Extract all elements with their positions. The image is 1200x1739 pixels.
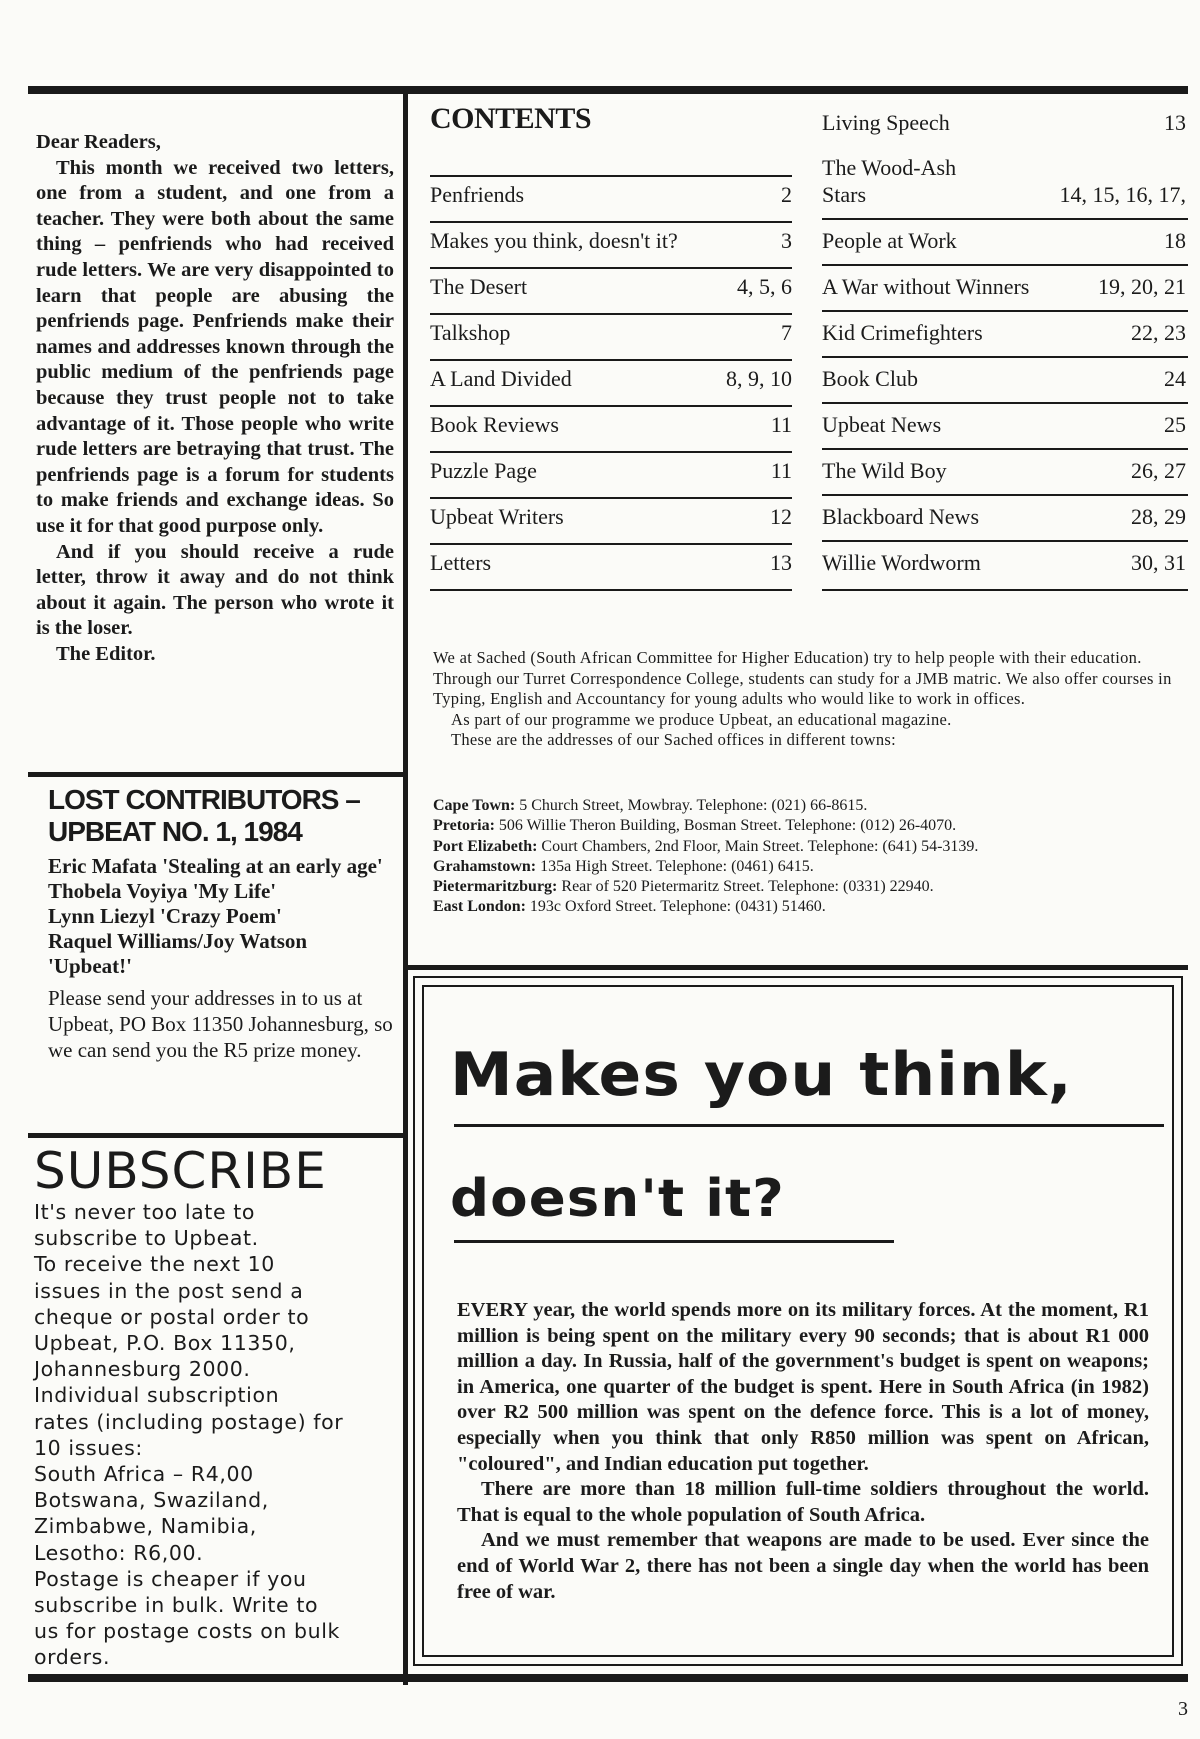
office-address — [433, 897, 1178, 917]
contents-entry-title: Letters — [430, 550, 492, 575]
contents-entry — [822, 218, 1186, 254]
feature-title-line1: Makes you think, — [450, 1040, 1073, 1110]
contents-entry-title: Puzzle Page — [430, 458, 537, 483]
subscribe-line: To receive the next 10 — [34, 1252, 275, 1277]
office-addresses — [433, 796, 1178, 918]
contents-entry-pages: 8, 9, 10 — [726, 366, 792, 391]
feature-title-rule-1 — [454, 1124, 1164, 1127]
contents-entry-pages: 7 — [781, 320, 792, 345]
subscribe-line: Johannesburg 2000. — [34, 1357, 251, 1382]
contents-entry-title: A War without Winners — [822, 274, 1030, 299]
contents-entry-title: The Desert — [430, 274, 528, 299]
contents-entry — [822, 264, 1186, 300]
sached-intro: We at Sached (South African Committee for Higher Education) try to help people with their education. Through our Turret Correspondence College, students can study for a JMB matric. We also offer courses in Typing, English and Accountancy for young adults who would like to work in offices. — [433, 648, 1172, 708]
contents-entry — [822, 448, 1186, 484]
office-town: Cape Town: — [433, 797, 516, 814]
contents-rule — [822, 589, 1188, 591]
contents-entry — [430, 448, 792, 484]
subscribe-line: Botswana, Swaziland, — [34, 1488, 269, 1513]
contents-entry — [822, 356, 1186, 392]
contents-entry-title: Makes you think, doesn't it? — [430, 228, 678, 253]
contents-entry-pages: 30, 31 — [1131, 550, 1186, 575]
contents-entry-pages: 13 — [1164, 110, 1186, 135]
subscribe-line: subscribe to Upbeat. — [34, 1226, 259, 1251]
editor-letter — [36, 130, 394, 667]
feature-title-rule-2 — [454, 1240, 894, 1243]
lost-entry: Eric Mafata 'Stealing at an early age' — [48, 854, 383, 878]
contents-entry-pages: 11 — [770, 412, 792, 437]
contents-entry-title: Upbeat News — [822, 412, 942, 437]
contents-entry-title: People at Work — [822, 228, 957, 253]
contents-rule — [430, 589, 792, 591]
subscribe-title: SUBSCRIBE — [34, 1142, 327, 1200]
subscribe-body — [34, 1199, 394, 1671]
sached-programme: As part of our programme we produce Upbeat, an educational magazine. — [451, 709, 952, 729]
office-detail: Court Chambers, 2nd Floor, Main Street. Telephone: (641) 54-3139. — [541, 837, 979, 855]
contents-entry-pages: 19, 20, 21 — [1098, 274, 1186, 299]
subscribe-line: Individual subscription — [34, 1383, 280, 1408]
subscribe-line: issues in the post send a — [34, 1278, 304, 1303]
contents-entry-title: Blackboard News — [822, 504, 980, 529]
lost-note: Please send your addresses in to us at Upbeat, PO Box 11350 Johannesburg, so we can send you the R5 prize money. — [48, 986, 393, 1062]
contents-entry — [430, 172, 792, 208]
contents-entry-pages: 11 — [770, 458, 792, 483]
contents-entry-title: Living Speech — [822, 110, 950, 135]
contents-entry — [430, 218, 792, 254]
contents-entry — [430, 310, 792, 346]
contents-entry-pages: 4, 5, 6 — [737, 274, 792, 299]
sached-addresses-intro: These are the addresses of our Sached offices in different towns: — [451, 730, 896, 749]
subscribe-line: cheque or postal order to — [34, 1304, 310, 1329]
office-town: Pretoria: — [433, 817, 495, 835]
lost-entry: Thobela Voyiya 'My Life' — [48, 879, 277, 903]
office-town: East London: — [433, 898, 526, 916]
office-detail: 5 Church Street, Mowbray. Telephone: (021) 66-8615. — [519, 797, 868, 814]
contents-entry-title: Talkshop — [430, 320, 511, 345]
bottom-rule — [28, 1674, 1188, 1682]
contents-entry — [430, 264, 792, 300]
lost-title: LOST CONTRIBUTORS – UPBEAT NO. 1, 1984 — [48, 784, 360, 847]
contents-entry-title: Kid Crimefighters — [822, 320, 983, 345]
contents-entry — [822, 494, 1186, 530]
contents-entry-pages: 24 — [1164, 366, 1186, 391]
office-detail: 506 Willie Theron Building, Bosman Street. Telephone: (012) 26-4070. — [498, 817, 957, 835]
contents-title: CONTENTS — [430, 102, 592, 135]
contents-entry-title: The Wood-Ash Stars — [822, 155, 957, 207]
contents-entry — [822, 402, 1186, 438]
contents-entry-pages: 13 — [770, 550, 792, 575]
contents-entry-pages: 22, 23 — [1131, 320, 1186, 345]
subscribe-line: It's never too late to — [34, 1200, 256, 1224]
letter-paragraph: And if you should receive a rude letter, throw it away and do not think about it again. The person who wrote it is the loser. — [36, 540, 394, 640]
office-detail: 135a High Street. Telephone: (0461) 6415. — [540, 857, 814, 875]
office-detail: Rear of 520 Pietermaritz Street. Telephone: (0331) 22940. — [561, 878, 934, 896]
office-address — [433, 796, 1178, 816]
column-divider — [403, 90, 408, 1685]
office-detail: 193c Oxford Street. Telephone: (0431) 51460. — [529, 898, 826, 916]
left-divider-2 — [28, 1133, 406, 1138]
sached-info — [433, 648, 1178, 751]
contents-entry-title: Willie Wordworm — [822, 550, 981, 575]
contents-entry — [822, 540, 1186, 576]
lost-contributors — [48, 784, 393, 1063]
contents-entry — [430, 494, 792, 530]
contents-entry — [430, 356, 792, 392]
letter-signature: The Editor. — [56, 642, 156, 665]
contents-entry — [822, 310, 1186, 346]
office-town: Port Elizabeth: — [433, 837, 538, 855]
subscribe-line: 10 issues: — [34, 1435, 143, 1460]
contents-entry-title: Book Reviews — [430, 412, 559, 437]
contents-entry-pages: 28, 29 — [1131, 504, 1186, 529]
contents-entry-pages: 26, 27 — [1131, 458, 1186, 483]
article-paragraph: EVERY year, the world spends more on its military forces. At the moment, R1 million is being spent on the military every 90 seconds; that is about R1 000 million a day. In Russia, half of the government's budget is spent on weapons; in America, one quarter of the budget is spent. Here in South Africa (in 1982) over R2 500 million was spent on the defence force. This is a lot of money, especially when you think that only R850 million was spent on African, "coloured", and Indian education put together. — [457, 1299, 1149, 1475]
contents-entry-title: The Wild Boy — [822, 458, 947, 483]
contents-entry-title: A Land Divided — [430, 366, 572, 391]
contents-entry-pages: 18 — [1164, 228, 1186, 253]
contents-entry-pages: 14, 15, 16, 17, — [1059, 182, 1186, 207]
contents-entry — [430, 540, 792, 576]
office-address — [433, 816, 1178, 836]
subscribe-line: Upbeat, P.O. Box 11350, — [34, 1331, 296, 1356]
office-address — [433, 857, 1178, 877]
contents-entry-title: Book Club — [822, 366, 918, 391]
contents-entry-pages: 3 — [781, 228, 792, 253]
contents-entry-title: Upbeat Writers — [430, 504, 564, 529]
article-paragraph: And we must remember that weapons are made to be used. Ever since the end of World War 2, there has not been a single day when the world has been free of war. — [457, 1529, 1149, 1603]
subscribe-line: Postage is cheaper if you — [34, 1566, 307, 1591]
article-paragraph: There are more than 18 million full-time soldiers throughout the world. That is equal to the whole population of South Africa. — [457, 1478, 1149, 1526]
top-rule — [28, 86, 1188, 94]
letter-paragraph: This month we received two letters, one from a student, and one from a teacher. They were both about the same thing – penfriends who had received rude letters. We are very disappointed to learn that people are abusing the penfriends page. Penfriends make their names and addresses known through the public medium of the penfriends page because they trust people not to take advantage of it. Those people who write rude letters are betraying that trust. The penfriends page is a forum for students to make friends and exchange ideas. So use it for that good purpose only. — [36, 156, 394, 537]
right-divider — [406, 965, 1188, 970]
subscribe-line: subscribe in bulk. Write to — [34, 1593, 319, 1618]
subscribe-box — [34, 1143, 394, 1671]
lost-entry: Lynn Liezyl 'Crazy Poem' — [48, 904, 282, 928]
feature-article — [457, 1298, 1149, 1605]
page-number: 3 — [1178, 1698, 1188, 1720]
subscribe-line: rates (including postage) for — [34, 1409, 344, 1434]
contents-entry-pages: 12 — [770, 504, 792, 529]
subscribe-line: South Africa – R4,00 — [34, 1462, 254, 1487]
contents-entry — [822, 148, 1186, 208]
letter-greeting: Dear Readers, — [36, 131, 161, 153]
contents-entry-pages: 2 — [781, 182, 792, 207]
contents-entry-title: Penfriends — [430, 182, 525, 207]
lost-entry: Raquel Williams/Joy Watson 'Upbeat!' — [48, 929, 308, 978]
contents-entry-pages: 25 — [1164, 412, 1186, 437]
office-town: Pietermaritzburg: — [433, 878, 558, 896]
office-address — [433, 877, 1178, 897]
subscribe-line: Lesotho: R6,00. — [34, 1540, 204, 1565]
contents-entry — [822, 100, 1186, 136]
subscribe-line: orders. — [34, 1645, 111, 1670]
feature-title-line2: doesn't it? — [450, 1169, 785, 1229]
contents-entry — [430, 402, 792, 438]
left-divider-1 — [28, 772, 406, 777]
office-address — [433, 837, 1178, 857]
subscribe-line: Zimbabwe, Namibia, — [34, 1514, 257, 1539]
office-town: Grahamstown: — [433, 857, 537, 875]
subscribe-line: us for postage costs on bulk — [34, 1619, 341, 1644]
